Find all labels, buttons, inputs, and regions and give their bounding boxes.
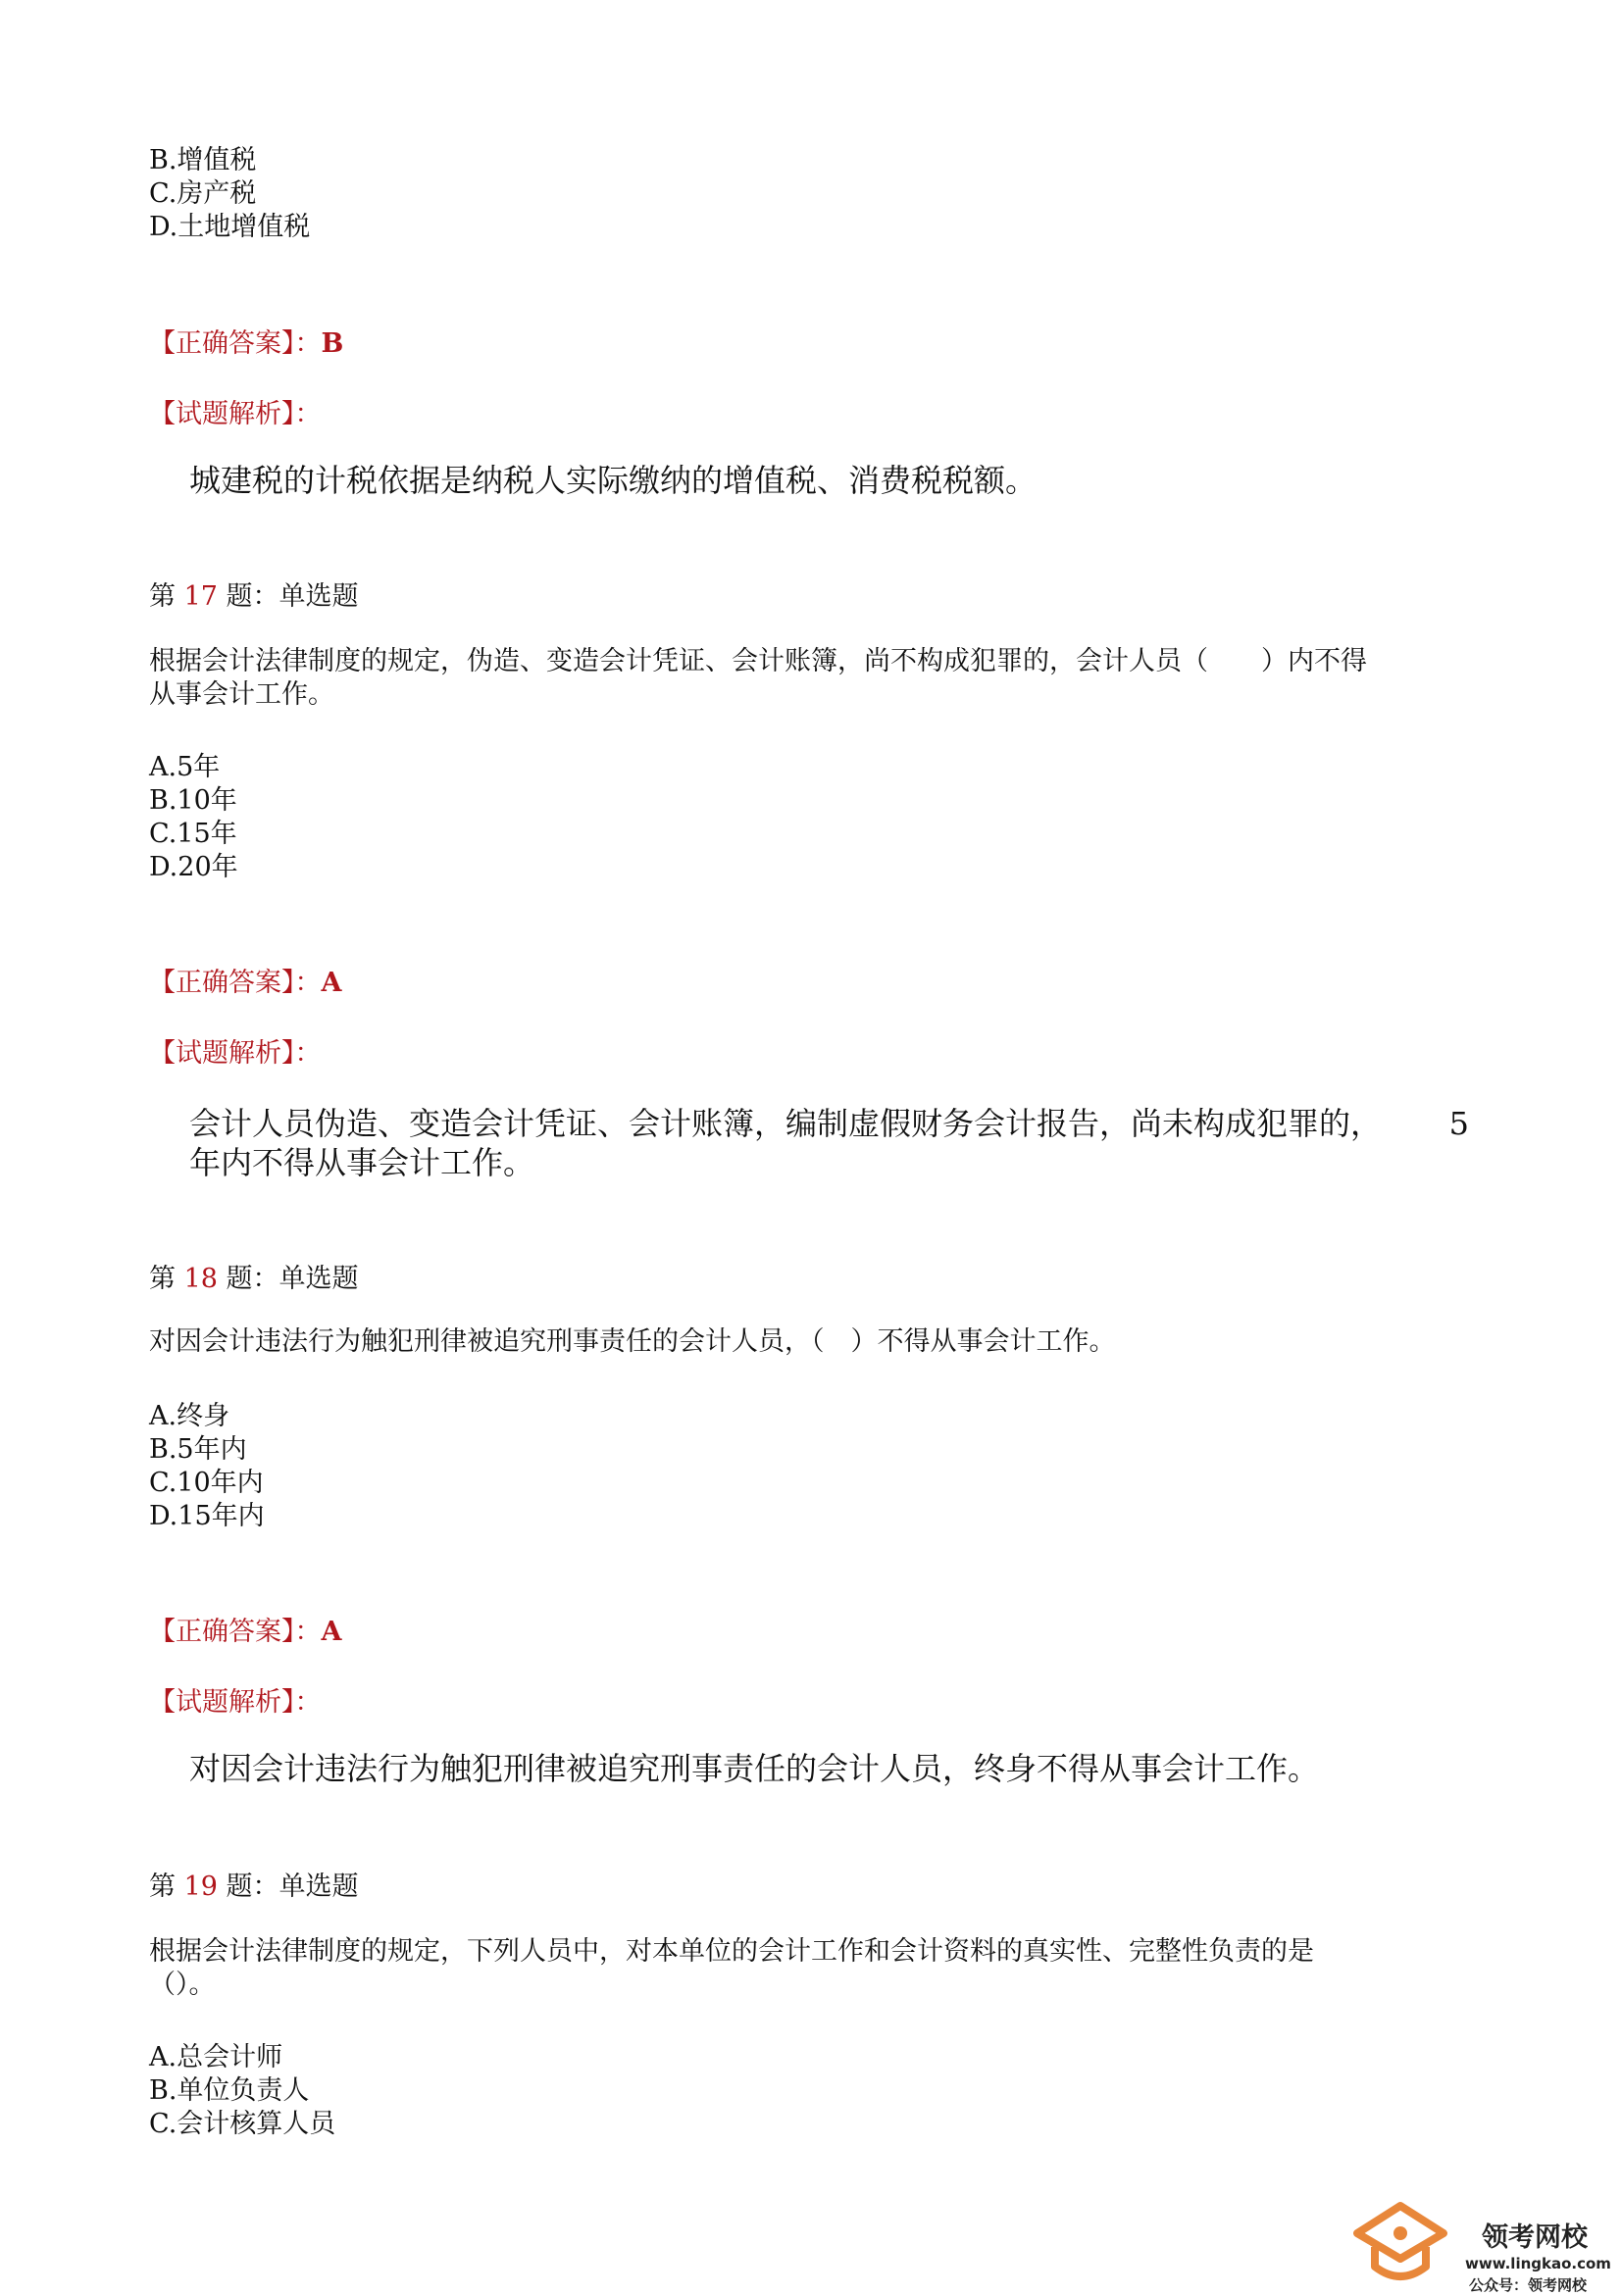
question-type: 题：单选题 <box>226 1264 359 1294</box>
option-a: A.总会计师 <box>149 2042 283 2072</box>
option-c: C.房产税 <box>149 178 257 209</box>
question-type: 题：单选题 <box>226 1872 359 1902</box>
answer-label: 【正确答案】： <box>149 1617 322 1647</box>
option-c: C.15年 <box>149 819 237 849</box>
question-header <box>149 574 359 613</box>
watermark-name: 领考网校 <box>1482 2222 1588 2253</box>
graduation-cap-icon <box>1353 2198 1447 2292</box>
question-prefix: 第 <box>149 581 176 612</box>
watermark-logo <box>1353 2198 1447 2292</box>
analysis-text: 城建税的计税依据是纳税人实际缴纳的增值税、消费税税额。 <box>189 462 1038 499</box>
answer-row <box>149 1610 341 1648</box>
analysis-label: 【试题解析】： <box>149 1687 322 1718</box>
answer-value: B <box>321 328 344 359</box>
option-a: A.5年 <box>149 752 221 782</box>
question-text: 对因会计违法行为触犯刑律被追究刑事责任的会计人员，（ ）不得从事会计工作。 <box>149 1326 1116 1357</box>
option-d: D.20年 <box>149 852 238 882</box>
question-text-line: 从事会计工作。 <box>149 679 334 710</box>
question-prefix: 第 <box>149 1872 176 1902</box>
question-text <box>149 645 1367 712</box>
question-header <box>149 1257 359 1295</box>
watermark-url: www.lingkao.com <box>1465 2255 1611 2272</box>
question-number: 19 <box>183 1872 218 1902</box>
question-text <box>149 1935 1314 2002</box>
option-c: C.会计核算人员 <box>149 2109 336 2139</box>
answer-value: A <box>321 968 342 998</box>
question-number: 18 <box>183 1264 218 1294</box>
option-c: C.10年内 <box>149 1468 264 1498</box>
option-d: D.土地增值税 <box>149 212 311 242</box>
answer-row <box>149 961 341 999</box>
answer-label: 【正确答案】： <box>149 328 322 359</box>
analysis-number: 5 <box>1448 1105 1469 1142</box>
analysis-label: 【试题解析】： <box>149 1038 322 1069</box>
question-header <box>149 1865 359 1903</box>
analysis-label: 【试题解析】： <box>149 399 322 429</box>
question-text-line: （）。 <box>149 1970 216 2000</box>
option-b: B.5年内 <box>149 1434 247 1465</box>
option-b: B.10年 <box>149 785 237 816</box>
analysis-text-line: 会计人员伪造、变造会计凭证、会计账簿，编制虚假财务会计报告，尚未构成犯罪的， <box>189 1105 1383 1142</box>
question-number: 17 <box>183 581 218 612</box>
question-type: 题：单选题 <box>226 581 359 612</box>
analysis-text-line: 年内不得从事会计工作。 <box>189 1144 535 1181</box>
analysis-text <box>189 1104 1469 1182</box>
option-a: A.终身 <box>149 1401 230 1431</box>
question-prefix: 第 <box>149 1264 176 1294</box>
option-d: D.15年内 <box>149 1501 265 1531</box>
answer-label: 【正确答案】： <box>149 968 322 998</box>
question-text-line: 根据会计法律制度的规定，下列人员中，对本单位的会计工作和会计资料的真实性、完整性负责的是 <box>149 1936 1314 1967</box>
option-b: B.单位负责人 <box>149 2075 310 2106</box>
watermark-account: 公众号：领考网校 <box>1469 2276 1588 2294</box>
analysis-text: 对因会计违法行为触犯刑律被追究刑事责任的会计人员，终身不得从事会计工作。 <box>189 1750 1320 1787</box>
answer-row <box>149 322 343 360</box>
question-text-line: 根据会计法律制度的规定，伪造、变造会计凭证、会计账簿，尚不构成犯罪的，会计人员（ ）内不得 <box>149 646 1367 676</box>
answer-value: A <box>321 1617 342 1647</box>
option-b: B.增值税 <box>149 145 257 175</box>
